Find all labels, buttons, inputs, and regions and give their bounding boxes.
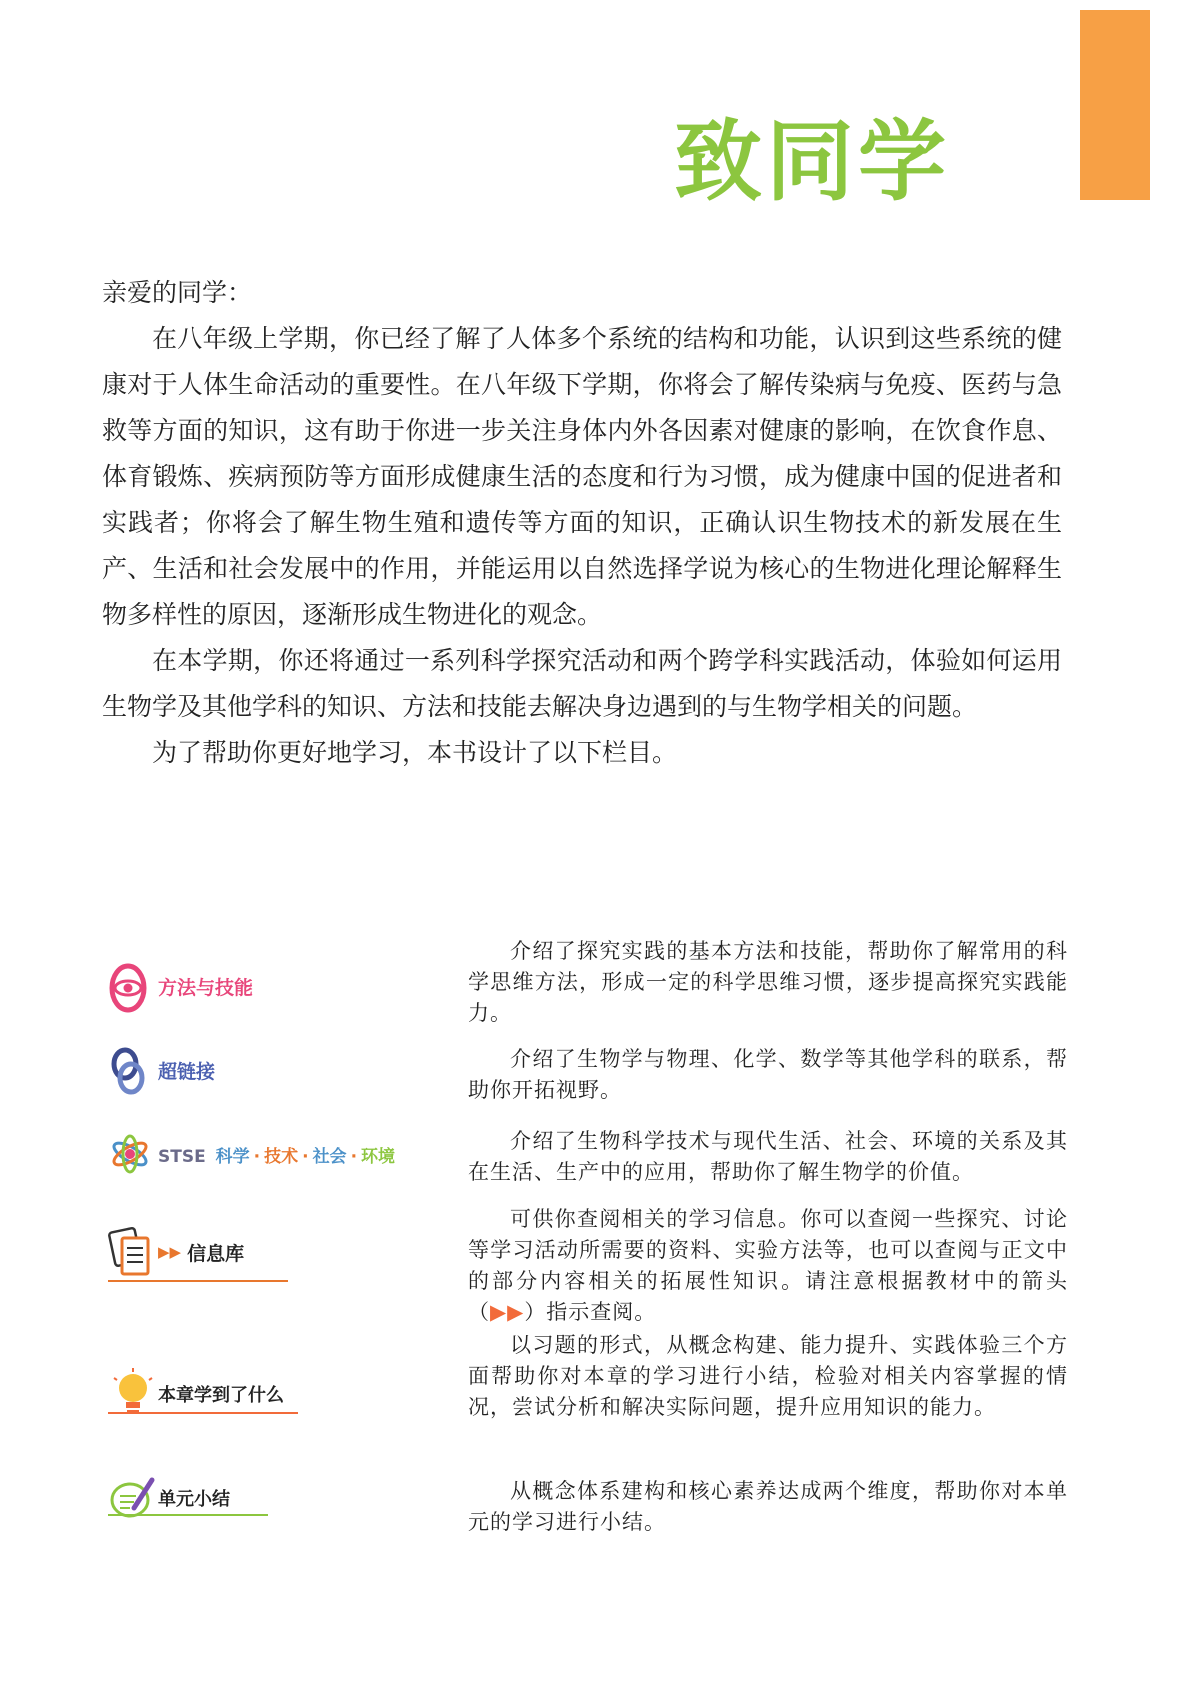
arrow-icon: ▶▶ [158,1243,182,1261]
column-description: 介绍了探究实践的基本方法和技能，帮助你了解常用的科学思维方法，形成一定的科学思维习惯，逐步提高探究实践能力。 [468,939,1068,1025]
stse-label: STSE 科学 · 技术 · 社会 · 环境 [158,1146,396,1167]
info-library-icon [108,1224,158,1280]
badge-underline [108,1412,298,1414]
orange-edge-tab [1080,10,1150,200]
badge-underline [108,1280,288,1282]
stse-badge [108,1124,395,1184]
letter-body [102,270,1062,776]
chapter-review-badge [108,1364,284,1424]
paragraph: 在本学期，你还将通过一系列科学探究活动和两个跨学科实践活动，体验如何运用生物学及其他学科的知识、方法和技能去解决身边遇到的与生物学相关的问题。 [102,646,1062,721]
column-label: 信息库 [187,1242,245,1265]
salutation: 亲爱的同学： [102,278,253,307]
column-label: 本章学到了什么 [158,1385,284,1406]
column-description: 以习题的形式，从概念构建、能力提升、实践体验三个方面帮助你对本章的学习进行小结，检验对相关内容掌握的情况，尝试分析和解决实际问题，提升应用知识的能力。 [468,1333,1068,1419]
column-label: 方法与技能 [158,976,254,999]
info-library-badge [108,1222,244,1282]
paragraph: 为了帮助你更好地学习，本书设计了以下栏目。 [152,738,678,767]
column-label: 超链接 [158,1060,216,1083]
column-label: 单元小结 [158,1489,230,1510]
pencil-note-icon [108,1470,158,1526]
column-description: 介绍了生物学与物理、化学、数学等其他学科的联系，帮助你开拓视野。 [468,1047,1068,1102]
paragraph: 在八年级上学期，你已经了解了人体多个系统的结构和功能，认识到这些系统的健康对于人体生命活动的重要性。在八年级下学期，你将会了解传染病与免疫、医药与急救等方面的知识，这有助于你进一步关注身体内外各因素对健康的影响，在饮食作息、体育锻炼、疾病预防等方面形成健康生活的态度和行为习惯，成为健康中国的促进者和实践者；你将会了解生物生殖和遗传等方面的知识，正确认识生物技术的新发展在生产、生活和社会发展中的作用，并能运用以自然选择学说为核心的生物进化理论解释生物多样性的原因，逐渐形成生物进化的观念。 [102,324,1062,629]
column-description: 从概念体系建构和核心素养达成两个维度，帮助你对本单元的学习进行小结。 [468,1479,1068,1534]
badge-underline [108,1514,268,1516]
unit-summary-badge [108,1468,230,1528]
column-description: 可供你查阅相关的学习信息。你可以查阅一些探究、讨论等学习活动所需要的资料、实验方法等，也可以查阅与正文中的部分内容相关的拓展性知识。请注意根据教材中的箭头（▶▶）指示查阅。 [468,1207,1068,1324]
arrow-icon: ▶▶ [490,1300,525,1324]
column-description: 介绍了生物科学技术与现代生活、社会、环境的关系及其在生活、生产中的应用，帮助你了解生物学的价值。 [468,1129,1068,1184]
method-skill-badge [108,956,253,1016]
hyperlink-badge [108,1040,215,1100]
stse-atom-icon [108,1126,158,1182]
hyperlink-icon [108,1042,158,1098]
page-title: 致同学 [673,110,950,213]
method-skill-icon [108,958,158,1014]
